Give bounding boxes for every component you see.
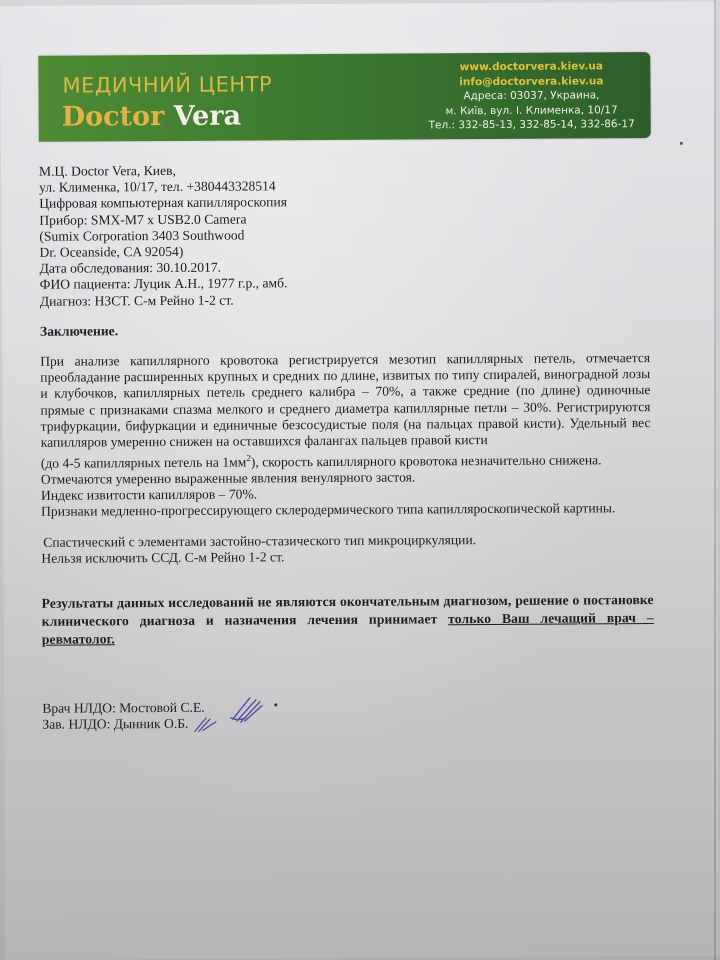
phone-numbers: Тел.: 332-85-13, 332-85-14, 332-86-17 <box>428 118 635 132</box>
procedure-line: Цифровая компьютерная капилляроскопия <box>39 194 288 212</box>
handwritten-signature-icon <box>192 714 232 734</box>
brand-word-doctor: Doctor <box>61 100 165 133</box>
conclusion-heading: Заключение. <box>39 323 119 339</box>
venular-stasis-line: Отмечаются умеренно выраженные явления венулярного застоя. <box>40 469 416 487</box>
address-line-1: Адреса: 03037, Украина, <box>463 89 600 103</box>
disclaimer-underlined-text: только Ваш лечащий врач – ревматолог. <box>41 610 654 647</box>
density-superscript: 2 <box>246 452 251 463</box>
diagnosis-line: Диагноз: НЗСТ. С-м Рейно 1-2 ст. <box>39 292 234 309</box>
clinic-brand-name <box>62 101 242 133</box>
density-suffix: ), скорость капиллярного кровотока незначительно снижена. <box>250 452 602 470</box>
clinic-type-label: МЕДИЧНИЙ ЦЕНТР <box>62 72 273 98</box>
clinic-letterhead-banner <box>38 52 651 142</box>
clinic-contacts <box>428 59 635 133</box>
disclaimer-text: Результаты данных исследований не являются окончательным диагнозом, решение о постановке клинического диагноза и назначения лечения принимает <box>41 592 654 629</box>
ink-dot <box>274 703 277 706</box>
email-link[interactable]: info@doctorvera.kiev.ua <box>459 74 604 88</box>
exclusion-line: Нельзя исключить ССД. С-м Рейно 1-2 ст. <box>41 549 285 566</box>
letter-body <box>39 160 662 733</box>
address-line-2: м. Київ, вул. І. Клименка, 10/17 <box>445 104 618 118</box>
patient-name-line: ФИО пациента: Луцик А.Н., 1977 г.р., амб. <box>39 275 288 293</box>
document-page <box>0 2 720 960</box>
paper-edge <box>714 0 716 960</box>
website-link[interactable]: www.doctorvera.kiev.ua <box>459 60 603 74</box>
paper-mark <box>680 142 683 145</box>
capillary-density-text <box>41 452 602 470</box>
scleroderma-signs-line: Признаки медленно-прогрессирующего склеродермического типа капилляроскопической картины. <box>41 500 616 520</box>
tortuosity-index-line: Индекс извитости капилляров – 70%. <box>40 486 258 503</box>
conclusion-main-text: При анализе капиллярного кровотока регистрируется мезотип капиллярных петель, отмечается преобладание расширенных крупных и средних по длине, извитых по типу спиралей, виноградной лозы и клубочков, капиллярных петель среднего калибра – 70%, а также средние (по длине) одиночные прямые с признаками спазма мелкого и среднего диаметра капиллярные петли – 30%. Регистрируются трифуркации, бифуркации и единичные безсосудистые поля (на пальцах правой кисти). Удельный вес капилляров умеренно снижен на оставшихся фалангах пальцев правой кисти <box>40 350 651 450</box>
clinic-address-line: ул. Клименка, 10/17, тел. +380443328514 <box>39 178 276 195</box>
doctor-name: Врач НЛДО: Мостовой С.Е. <box>42 699 205 716</box>
manufacturer-line-2: Dr. Oceanside, CA 92054) <box>39 243 184 260</box>
density-prefix: (до 4-5 капиллярных петель на 1мм <box>40 454 247 471</box>
head-signature-line <box>42 713 662 733</box>
microcirculation-type-line: Спастический с элементами застойно-стазического тип микроциркуляции. <box>43 531 477 550</box>
disclaimer-notice <box>42 591 654 649</box>
head-name: Зав. НЛДО: Дынник О.Б. <box>42 716 189 732</box>
clinic-name-line: М.Ц. Doctor Vera, Киев, <box>38 162 176 179</box>
brand-word-vera: Vera <box>173 100 242 132</box>
conclusion-paragraph <box>40 350 651 567</box>
device-line: Прибор: SMX-M7 x USB2.0 Camera <box>39 211 247 228</box>
manufacturer-line-1: (Sumix Corporation 3403 Southwood <box>39 227 245 244</box>
signatures-block <box>42 697 662 733</box>
exam-date-line: Дата обследования: 30.10.2017. <box>39 259 222 276</box>
header-info-block <box>39 160 660 310</box>
